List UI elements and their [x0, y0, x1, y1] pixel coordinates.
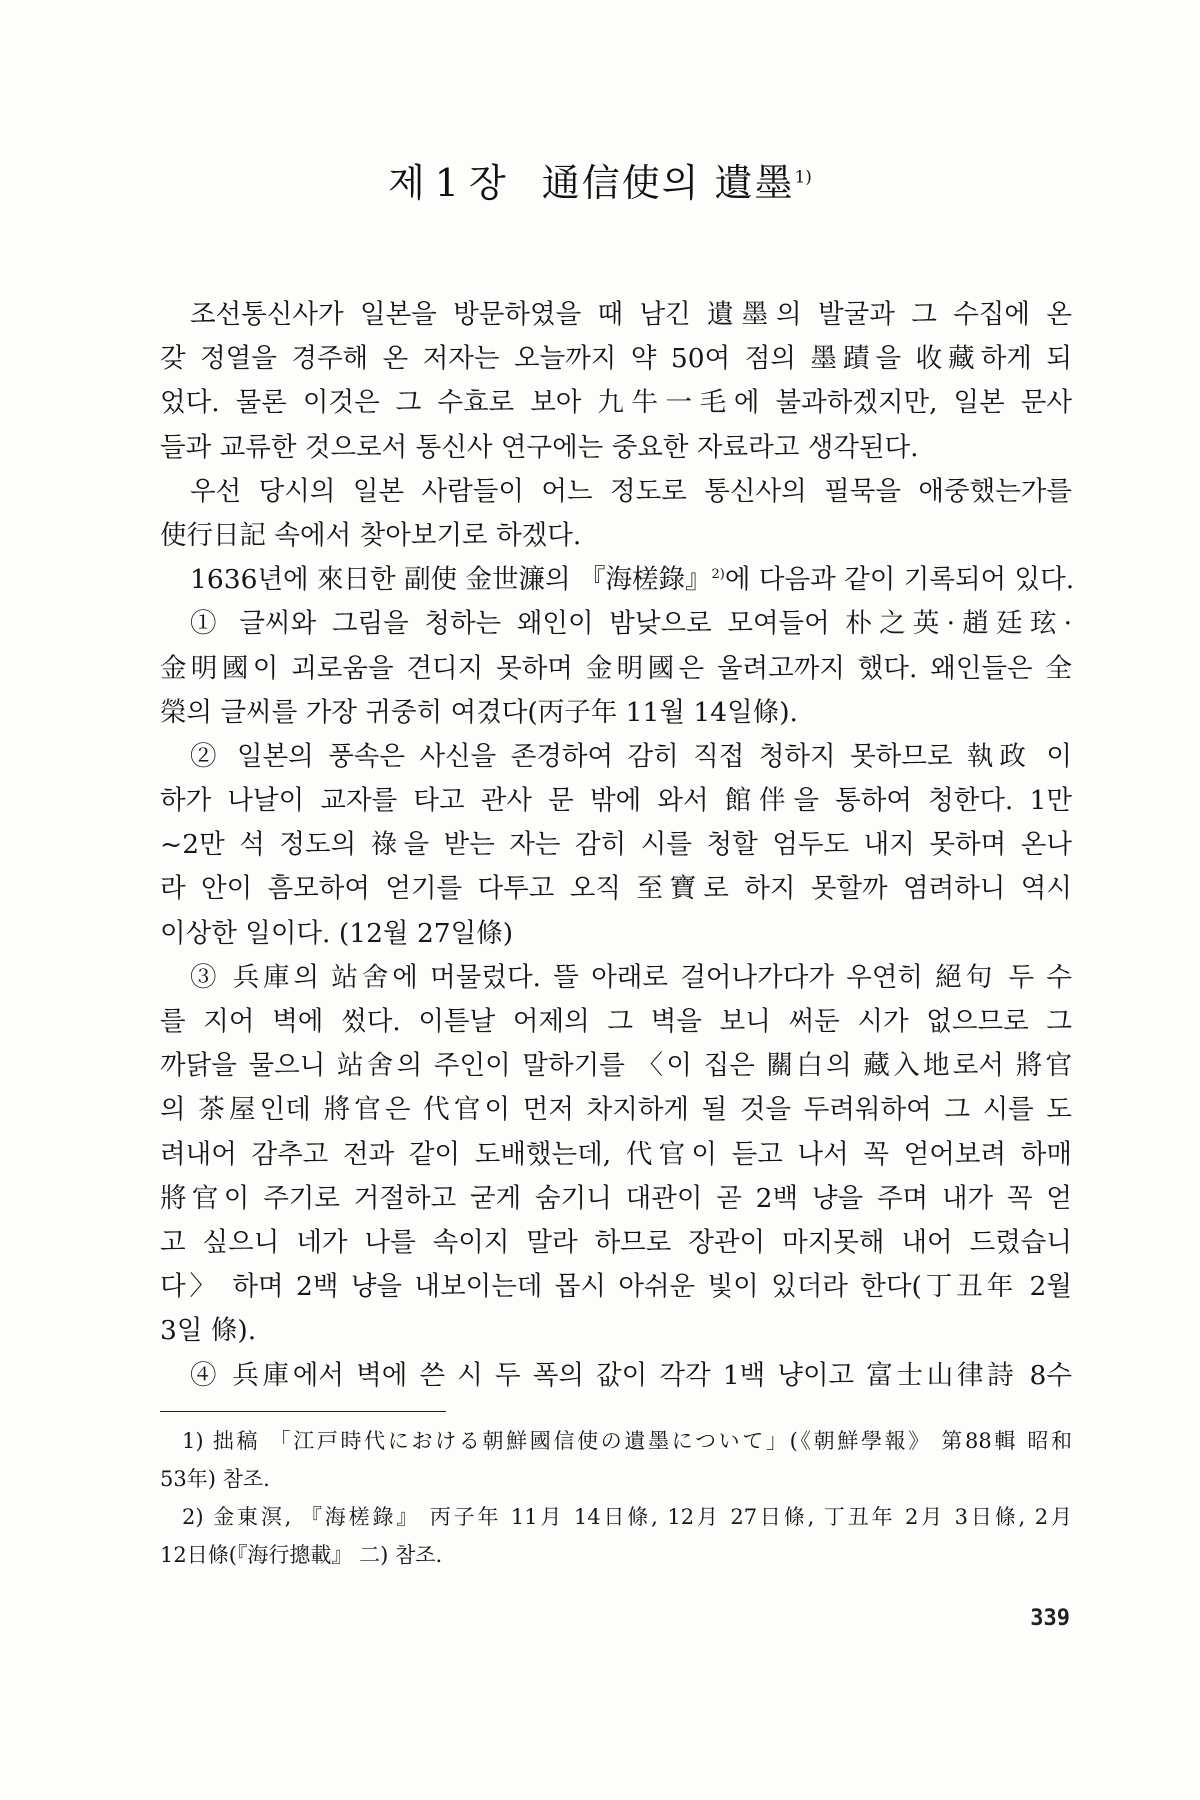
text-line: 1636년에 來日한 副使 金世濂의 『海槎錄』$^{2)}$에 다음과 같이 기록되어 있다. — [190, 564, 1075, 596]
text-line: ② 일본의 풍속은 사신을 존경하여 감히 직접 청하지 못하므로 執政 이 — [190, 740, 1072, 772]
text-line: ① 글씨와 그림을 청하는 왜인이 밤낮으로 모여들어 朴之英·趙廷玹· — [190, 608, 1072, 640]
text-line: 들과 교류한 것으로서 통신사 연구에는 중요한 자료라고 생각된다. — [160, 431, 919, 463]
text-line: 를 지어 벽에 썼다. 이튿날 어제의 그 벽을 보니 써둔 시가 없으므로 그 — [160, 1006, 1072, 1037]
text-line: 려내어 감추고 전과 같이 도배했는데, 代官이 듣고 나서 꼭 얻어보려 하매 — [160, 1138, 1072, 1170]
text-line: ③ 兵庫의 站舍에 머물렀다. 뜰 아래로 걸어나가다가 우연히 絕句 두 수 — [190, 961, 1072, 993]
chapter-number: 1 — [434, 161, 461, 205]
text-line: 金明國이 괴로움을 견디지 못하며 金明國은 울려고까지 했다. 왜인들은 全 — [160, 652, 1072, 684]
chapter-footnote-mark: 1) — [794, 167, 812, 188]
text-line: 갖 정열을 경주해 온 저자는 오늘까지 약 50여 점의 墨蹟을 收藏하게 되 — [160, 343, 1072, 375]
footnote-line: 2) 金東溟, 『海槎錄』 丙子年 11月 14日條, 12月 27日條, 丁丑年 2月 3日條, 2月 — [182, 1505, 1072, 1529]
text-line: 3일 條). — [160, 1315, 257, 1347]
footnote-line: 1) 拙稿 「江戸時代における朝鮮國信使の遺墨について」(《朝鮮學報》 第88輯 昭和 — [182, 1429, 1072, 1453]
chapter-title — [0, 152, 1200, 207]
text-line: ④ 兵庫에서 벽에 쓴 시 두 폭의 값이 각각 1백 냥이고 富士山律詩 8수 — [190, 1359, 1072, 1391]
text-line: 라 안이 흠모하여 얻기를 다투고 오직 至寶로 하지 못할까 염려하니 역시 — [160, 873, 1072, 905]
chapter-label-prefix: 제 — [388, 161, 427, 205]
text-line: 이상한 일이다. (12월 27일條) — [160, 917, 514, 949]
footnote-divider — [160, 1411, 446, 1412]
text-line: 까닭을 물으니 站舍의 주인이 말하기를 〈이 집은 關白의 藏入地로서 將官 — [160, 1050, 1072, 1082]
text-line: 使行日記 속에서 찾아보기로 하겠다. — [160, 519, 582, 551]
text-line: 다〉 하며 2백 냥을 내보이는데 몹시 아쉬운 빛이 있더라 한다(丁丑年 2월 — [160, 1271, 1072, 1303]
text-line: 조선통신사가 일본을 방문하였을 때 남긴 遺墨의 발굴과 그 수집에 온 — [190, 299, 1072, 330]
text-line: 하가 나날이 교자를 타고 관사 문 밖에 와서 館伴을 통하여 청한다. 1만 — [160, 785, 1072, 817]
text-line: 의 茶屋인데 將官은 代官이 먼저 차지하게 될 것을 두려워하여 그 시를 도 — [160, 1094, 1072, 1126]
page-number: 339 — [1030, 1606, 1070, 1631]
footnote-line: 12日條(『海行摠載』 二) 참조. — [160, 1543, 443, 1567]
text-line: 우선 당시의 일본 사람들이 어느 정도로 통신사의 필묵을 애중했는가를 — [190, 475, 1072, 507]
text-line: 將官이 주기로 거절하고 굳게 숨기니 대관이 곧 2백 냥을 주며 내가 꼭 얻 — [160, 1182, 1072, 1214]
text-line: 었다. 물론 이것은 그 수효로 보아 九牛一毛에 불과하겠지만, 일본 문사 — [160, 387, 1072, 419]
chapter-title-text: 通信使의 遺墨 — [541, 161, 795, 205]
text-line: 고 싶으니 네가 나를 속이지 말라 하므로 장관이 마지못해 내어 드렸습니 — [160, 1226, 1072, 1258]
footnotes — [160, 1422, 1072, 1574]
text-line: 榮의 글씨를 가장 귀중히 여겼다(丙子年 11월 14일條). — [160, 696, 798, 728]
body-text — [160, 293, 1075, 1398]
text-line: ~2만 석 정도의 祿을 받는 자는 감히 시를 청할 엄두도 내지 못하며 온나 — [160, 829, 1072, 861]
footnote-line: 53年) 참조. — [160, 1467, 270, 1491]
chapter-label-suffix: 장 — [468, 161, 508, 205]
footnote-ref: 2) — [711, 567, 725, 583]
